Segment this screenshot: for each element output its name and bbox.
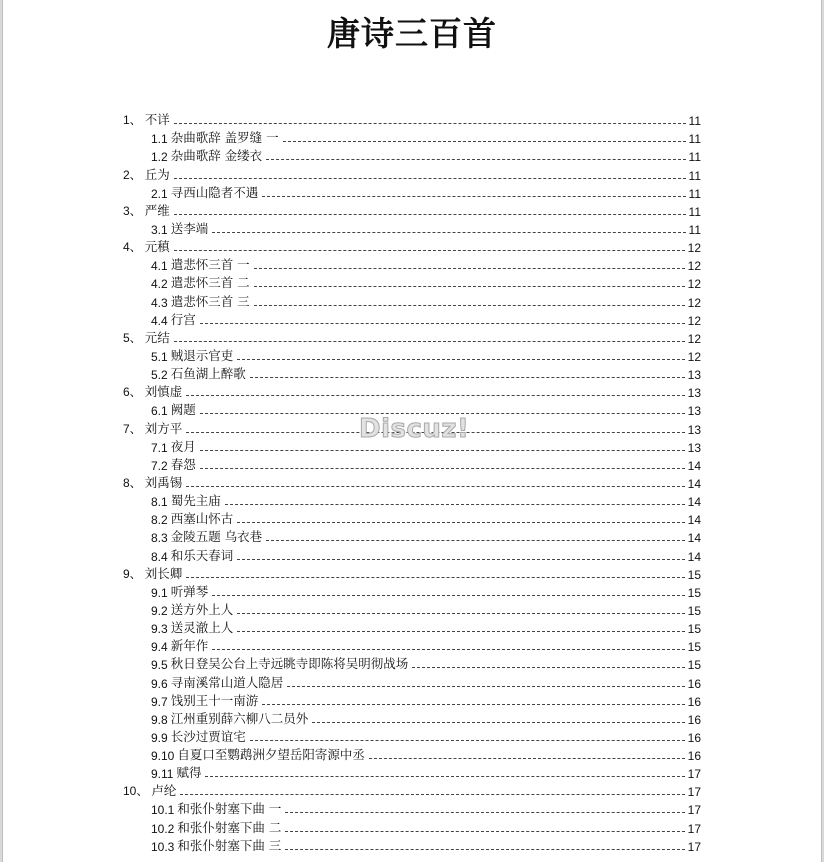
toc-dot-leader xyxy=(285,831,684,832)
toc-page-number: 15 xyxy=(687,658,701,673)
toc-entry-number: 4、 xyxy=(123,240,142,255)
toc-entry-title: 和乐天春词 xyxy=(170,547,234,563)
toc-page-number: 15 xyxy=(687,567,701,582)
toc-page-number: 17 xyxy=(687,803,701,818)
toc-entry-poem[interactable] xyxy=(123,763,701,781)
toc-entry-title: 新年作 xyxy=(170,638,209,654)
toc-page-number: 13 xyxy=(687,440,701,455)
toc-entry-number: 6.1 xyxy=(151,404,168,419)
toc-dot-leader xyxy=(237,559,684,560)
toc-entry-number: 4.3 xyxy=(151,295,168,310)
toc-page-number: 15 xyxy=(687,603,701,618)
toc-page-number: 14 xyxy=(687,476,701,491)
toc-page-number: 11 xyxy=(688,132,701,147)
page-title: 唐诗三百首 xyxy=(327,14,497,53)
toc-entry-title: 元稹 xyxy=(144,239,170,255)
toc-entry-title: 和张仆射塞下曲 一 xyxy=(177,801,282,817)
toc-dot-leader xyxy=(266,159,685,160)
toc-page-number: 16 xyxy=(687,712,701,727)
toc-entry-title: 饯别王十一南游 xyxy=(170,692,259,708)
toc-entry-poem[interactable] xyxy=(123,545,701,563)
toc-entry-number: 3、 xyxy=(123,203,142,218)
toc-entry-title: 和张仆射塞下曲 二 xyxy=(177,819,282,835)
toc-entry-title: 丘为 xyxy=(144,166,170,182)
toc-entry-number: 6、 xyxy=(123,385,142,400)
toc-entry-title: 赋得 xyxy=(176,765,202,781)
toc-entry-poem[interactable] xyxy=(123,709,701,727)
toc-entry-title: 送方外上人 xyxy=(170,601,234,617)
toc-entry-number: 9.8 xyxy=(151,712,168,727)
toc-entry-poem[interactable] xyxy=(123,509,701,527)
toc-entry-number: 4.2 xyxy=(151,277,168,292)
toc-page-number: 11 xyxy=(688,168,701,183)
toc-page-number: 12 xyxy=(687,331,701,346)
toc-page-number: 17 xyxy=(687,767,701,782)
toc-entry-poem[interactable] xyxy=(123,527,701,545)
toc-entry-number: 9.3 xyxy=(151,622,168,637)
toc-dot-leader xyxy=(237,522,684,523)
toc-entry-poem[interactable] xyxy=(123,817,701,835)
toc-page-number: 17 xyxy=(687,821,701,836)
toc-dot-leader xyxy=(312,722,684,723)
watermark-logo: Discuz! xyxy=(359,414,470,444)
toc-entry-number: 8.2 xyxy=(151,513,168,528)
toc-entry-number: 9.4 xyxy=(151,640,168,655)
toc-page-number: 17 xyxy=(687,839,701,854)
toc-entry-poem[interactable] xyxy=(123,672,701,690)
toc-page-number: 12 xyxy=(687,349,701,364)
toc-entry-title: 西塞山怀古 xyxy=(170,511,234,527)
toc-dot-leader xyxy=(225,504,685,505)
toc-entry-title: 金陵五题 乌衣巷 xyxy=(170,529,263,545)
toc-entry-title: 长沙过贾谊宅 xyxy=(170,728,246,744)
toc-entry-number: 8、 xyxy=(123,475,142,490)
toc-entry-author[interactable] xyxy=(123,473,701,491)
toc-page-number: 16 xyxy=(687,676,701,691)
toc-page-number: 16 xyxy=(687,749,701,764)
toc-dot-leader xyxy=(369,758,685,759)
toc-page-number: 13 xyxy=(687,422,701,437)
toc-page-number: 15 xyxy=(687,622,701,637)
toc-page-number: 11 xyxy=(688,114,701,129)
toc-entry-title: 寻南溪常山道人隐居 xyxy=(170,674,284,690)
toc-entry-author[interactable] xyxy=(123,328,701,346)
toc-entry-number: 5.2 xyxy=(151,368,168,383)
toc-entry-title: 夜月 xyxy=(170,438,196,454)
toc-entry-title: 蜀先主庙 xyxy=(170,493,221,509)
toc-page-number: 12 xyxy=(687,295,701,310)
toc-dot-leader xyxy=(200,323,685,324)
toc-entry-title: 杂曲歌辞 盖罗缝 一 xyxy=(170,130,279,146)
toc-entry-number: 2.1 xyxy=(151,186,168,201)
toc-entry-number: 9.6 xyxy=(151,676,168,691)
toc-page-number: 12 xyxy=(687,313,701,328)
toc-entry-poem[interactable] xyxy=(123,291,701,309)
toc-entry-title: 行宫 xyxy=(170,311,196,327)
toc-entry-number: 1.1 xyxy=(151,132,168,147)
table-of-contents xyxy=(123,110,701,854)
toc-entry-number: 9.2 xyxy=(151,603,168,618)
toc-entry-number: 9.1 xyxy=(151,585,168,600)
toc-dot-leader xyxy=(180,794,684,795)
toc-entry-number: 8.1 xyxy=(151,495,168,510)
toc-entry-title: 江州重别薛六柳八二员外 xyxy=(170,710,309,726)
toc-entry-title: 遣悲怀三首 三 xyxy=(170,293,250,309)
toc-page-number: 16 xyxy=(687,694,701,709)
toc-entry-author[interactable] xyxy=(123,781,701,799)
toc-dot-leader xyxy=(212,595,684,596)
toc-entry-number: 5、 xyxy=(123,330,142,345)
toc-page-number: 14 xyxy=(687,549,701,564)
toc-entry-title: 和张仆射塞下曲 三 xyxy=(177,837,282,853)
toc-entry-title: 阙题 xyxy=(170,402,196,418)
toc-entry-title: 严维 xyxy=(144,202,170,218)
toc-entry-title: 秋日登吴公台上寺远眺寺即陈将吴明彻战场 xyxy=(170,656,409,672)
toc-entry-author[interactable] xyxy=(123,110,701,128)
toc-entry-number: 10.2 xyxy=(151,821,175,836)
toc-entry-title: 石鱼湖上醉歌 xyxy=(170,366,246,382)
toc-entry-poem[interactable] xyxy=(123,836,701,854)
toc-entry-number: 7.2 xyxy=(151,458,168,473)
toc-entry-title: 刘方平 xyxy=(144,420,183,436)
toc-dot-leader xyxy=(262,196,685,197)
toc-entry-number: 4.1 xyxy=(151,259,168,274)
toc-entry-title: 送灵澈上人 xyxy=(170,620,234,636)
toc-dot-leader xyxy=(174,214,686,215)
toc-entry-title: 送李端 xyxy=(170,220,209,236)
toc-entry-poem[interactable] xyxy=(123,183,701,201)
toc-dot-leader xyxy=(174,250,685,251)
toc-dot-leader xyxy=(205,776,684,777)
toc-entry-author[interactable] xyxy=(123,564,701,582)
toc-entry-title: 刘慎虚 xyxy=(144,384,183,400)
toc-dot-leader xyxy=(262,704,684,705)
toc-entry-poem[interactable] xyxy=(123,582,701,600)
toc-entry-number: 3.1 xyxy=(151,222,168,237)
toc-page-number: 13 xyxy=(687,404,701,419)
toc-entry-number: 5.1 xyxy=(151,349,168,364)
toc-dot-leader xyxy=(212,232,685,233)
toc-dot-leader xyxy=(186,486,684,487)
toc-entry-poem[interactable] xyxy=(123,455,701,473)
toc-dot-leader xyxy=(174,341,685,342)
toc-dot-leader xyxy=(186,395,684,396)
toc-entry-number: 7.1 xyxy=(151,440,168,455)
toc-page-number: 11 xyxy=(688,186,701,201)
toc-entry-poem[interactable] xyxy=(123,799,701,817)
toc-entry-number: 10.3 xyxy=(151,839,175,854)
toc-page-number: 14 xyxy=(687,458,701,473)
toc-entry-title: 刘长卿 xyxy=(144,565,183,581)
toc-entry-title: 春怨 xyxy=(170,456,196,472)
toc-entry-number: 9.11 xyxy=(151,767,174,782)
toc-entry-author[interactable] xyxy=(123,201,701,219)
toc-entry-author[interactable] xyxy=(123,237,701,255)
toc-entry-number: 8.3 xyxy=(151,531,168,546)
toc-dot-leader xyxy=(200,468,685,469)
toc-page-number: 14 xyxy=(687,531,701,546)
toc-entry-number: 8.4 xyxy=(151,549,168,564)
toc-dot-leader xyxy=(237,359,684,360)
toc-entry-number: 9、 xyxy=(123,566,142,581)
toc-entry-title: 遣悲怀三首 二 xyxy=(170,275,250,291)
toc-page-number: 11 xyxy=(688,204,701,219)
toc-dot-leader xyxy=(174,123,686,124)
toc-dot-leader xyxy=(285,849,684,850)
toc-entry-number: 9.9 xyxy=(151,730,168,745)
toc-entry-number: 10.1 xyxy=(151,803,175,818)
toc-entry-poem[interactable] xyxy=(123,128,701,146)
toc-entry-poem[interactable] xyxy=(123,636,701,654)
toc-entry-number: 9.7 xyxy=(151,694,168,709)
toc-entry-poem[interactable] xyxy=(123,273,701,291)
toc-dot-leader xyxy=(266,540,684,541)
toc-entry-poem[interactable] xyxy=(123,691,701,709)
toc-entry-number: 1、 xyxy=(123,113,142,128)
toc-entry-title: 卢纶 xyxy=(151,783,177,799)
toc-dot-leader xyxy=(287,686,684,687)
toc-page-number: 16 xyxy=(687,730,701,745)
toc-dot-leader xyxy=(212,649,684,650)
toc-entry-number: 9.5 xyxy=(151,658,168,673)
toc-dot-leader xyxy=(285,812,684,813)
toc-entry-poem[interactable] xyxy=(123,491,701,509)
toc-dot-leader xyxy=(237,613,684,614)
toc-entry-number: 9.10 xyxy=(151,749,175,764)
toc-entry-number: 10、 xyxy=(123,784,149,799)
toc-entry-number: 7、 xyxy=(123,421,142,436)
toc-entry-number: 1.2 xyxy=(151,150,168,165)
toc-page-number: 13 xyxy=(687,386,701,401)
toc-dot-leader xyxy=(174,178,686,179)
toc-dot-leader xyxy=(254,268,685,269)
toc-entry-poem[interactable] xyxy=(123,255,701,273)
toc-entry-poem[interactable] xyxy=(123,364,701,382)
toc-entry-poem[interactable] xyxy=(123,727,701,745)
toc-page-number: 17 xyxy=(687,785,701,800)
toc-entry-title: 不详 xyxy=(144,112,170,128)
toc-entry-poem[interactable] xyxy=(123,618,701,636)
toc-entry-poem[interactable] xyxy=(123,600,701,618)
toc-dot-leader xyxy=(250,740,685,741)
toc-entry-number: 2、 xyxy=(123,167,142,182)
toc-dot-leader xyxy=(254,286,685,287)
toc-entry-author[interactable] xyxy=(123,164,701,182)
toc-page-number: 12 xyxy=(687,241,701,256)
document-page xyxy=(2,0,822,862)
toc-entry-title: 刘禹锡 xyxy=(144,474,183,490)
toc-entry-author[interactable] xyxy=(123,382,701,400)
toc-dot-leader xyxy=(200,450,685,451)
toc-dot-leader xyxy=(237,631,684,632)
toc-entry-poem[interactable] xyxy=(123,219,701,237)
toc-page-number: 12 xyxy=(687,259,701,274)
toc-entry-title: 自夏口至鹦鹉洲夕望岳阳寄源中丞 xyxy=(177,747,365,763)
toc-entry-poem[interactable] xyxy=(123,310,701,328)
toc-page-number: 11 xyxy=(688,150,701,165)
toc-entry-title: 遣悲怀三首 一 xyxy=(170,257,250,273)
toc-entry-title: 寻西山隐者不遇 xyxy=(170,184,259,200)
toc-page-number: 15 xyxy=(687,640,701,655)
toc-page-number: 11 xyxy=(688,222,701,237)
toc-page-number: 15 xyxy=(687,585,701,600)
toc-entry-number: 4.4 xyxy=(151,313,168,328)
toc-entry-title: 杂曲歌辞 金缕衣 xyxy=(170,148,263,164)
toc-dot-leader xyxy=(412,667,684,668)
toc-dot-leader xyxy=(186,577,684,578)
toc-page-number: 13 xyxy=(687,368,701,383)
toc-entry-title: 贼退示官吏 xyxy=(170,347,234,363)
toc-entry-poem[interactable] xyxy=(123,146,701,164)
toc-page-number: 14 xyxy=(687,513,701,528)
toc-entry-poem[interactable] xyxy=(123,346,701,364)
toc-entry-title: 元结 xyxy=(144,329,170,345)
toc-dot-leader xyxy=(283,141,686,142)
toc-page-number: 12 xyxy=(687,277,701,292)
toc-dot-leader xyxy=(250,377,685,378)
toc-page-number: 14 xyxy=(687,495,701,510)
toc-entry-poem[interactable] xyxy=(123,654,701,672)
toc-entry-title: 听弹琴 xyxy=(170,583,209,599)
toc-dot-leader xyxy=(254,305,685,306)
toc-entry-poem[interactable] xyxy=(123,745,701,763)
